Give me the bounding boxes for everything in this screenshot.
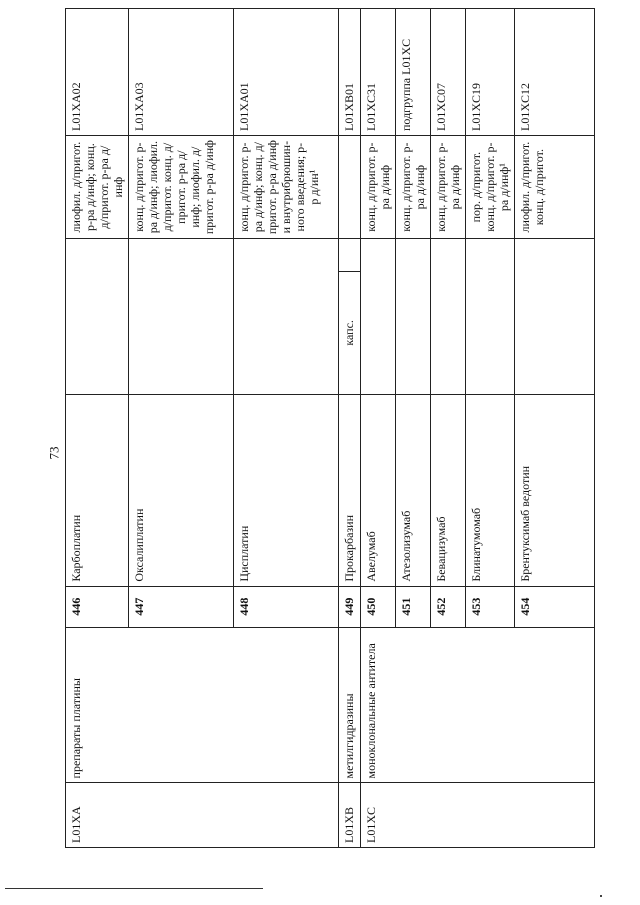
drug-name: Брентуксимаб ведотин [515,395,595,586]
atc-code: L01XC19 [466,9,515,136]
drug-extra [396,239,431,395]
group-code: L01XB [339,783,361,848]
row-number: 452 [431,586,466,627]
row-number: 449 [339,586,361,627]
row-number: 450 [361,586,396,627]
drug-extra [234,239,339,395]
group-code: L01XC [361,783,595,848]
drug-extra [339,239,361,271]
row-number: 446 [66,586,129,627]
footnote-rule [5,888,263,889]
dosage-forms: конц. д/пригот. р-ра д/инф [431,136,466,239]
drug-extra [466,239,515,395]
row-number: 447 [129,586,234,627]
drug-extra [431,239,466,395]
drug-extra [66,239,129,395]
dosage-forms: конц. д/пригот. р-ра д/инф; лиофил. д/пригот. конц. д/пригот. р-ра д/инф; лиофил. д/пригот. р-ра д/инф [129,136,234,239]
row-number: 451 [396,586,431,627]
drug-name: Авелумаб [361,395,396,586]
group-name: моноклональные антитела [361,627,595,783]
atc-code: L01XA03 [129,9,234,136]
dosage-forms: конц. д/пригот. р-ра д/инф [396,136,431,239]
atc-code: L01XC31 [361,9,396,136]
group-name: препараты платины [66,627,339,783]
atc-code: L01XC07 [431,9,466,136]
dosage-forms: лиофил. д/пригот. конц. д/пригот. [515,136,595,239]
drug-name: Цисплатин [234,395,339,586]
dosage-forms: конц. д/пригот. р-ра д/инф; конц. д/пригот. р-ра д/инф и внутрибрюшин-ного введения; р-р д/ин¹ [234,136,339,239]
drug-name: Прокарбазин [339,395,361,586]
drug-table [65,8,595,848]
drug-name: Бевацизумаб [431,395,466,586]
drug-table-rotated [65,8,585,848]
atc-code: L01XB01 [339,9,361,136]
dosage-forms: пор. д/пригот. конц. д/пригот. р-ра д/инф¹ [466,136,515,239]
drug-name: Атезолизумаб [396,395,431,586]
dosage-forms-inline: капс. [339,271,361,395]
atc-code: L01XA01 [234,9,339,136]
group-name: метилгидразины [339,627,361,783]
table-row [339,9,361,848]
dosage-forms [339,136,361,239]
atc-code: L01XC12 [515,9,595,136]
scan-dot [600,895,602,897]
row-number: 454 [515,586,595,627]
drug-extra [129,239,234,395]
drug-name: Блинатумомаб [466,395,515,586]
atc-code: подгруппа L01XC [396,9,431,136]
drug-extra [361,239,396,395]
page-number: 73 [46,446,62,460]
atc-code: L01XA02 [66,9,129,136]
row-number: 453 [466,586,515,627]
table-row [66,9,129,848]
dosage-forms: конц. д/пригот. р-ра д/инф [361,136,396,239]
table-row [361,9,396,848]
row-number: 448 [234,586,339,627]
drug-name: Карбоплатин [66,395,129,586]
group-code: L01XA [66,783,339,848]
drug-name: Оксалиплатин [129,395,234,586]
dosage-forms: лиофил. д/пригот. р-ра д/инф; конц. д/пригот. р-ра д/инф [66,136,129,239]
drug-extra [515,239,595,395]
